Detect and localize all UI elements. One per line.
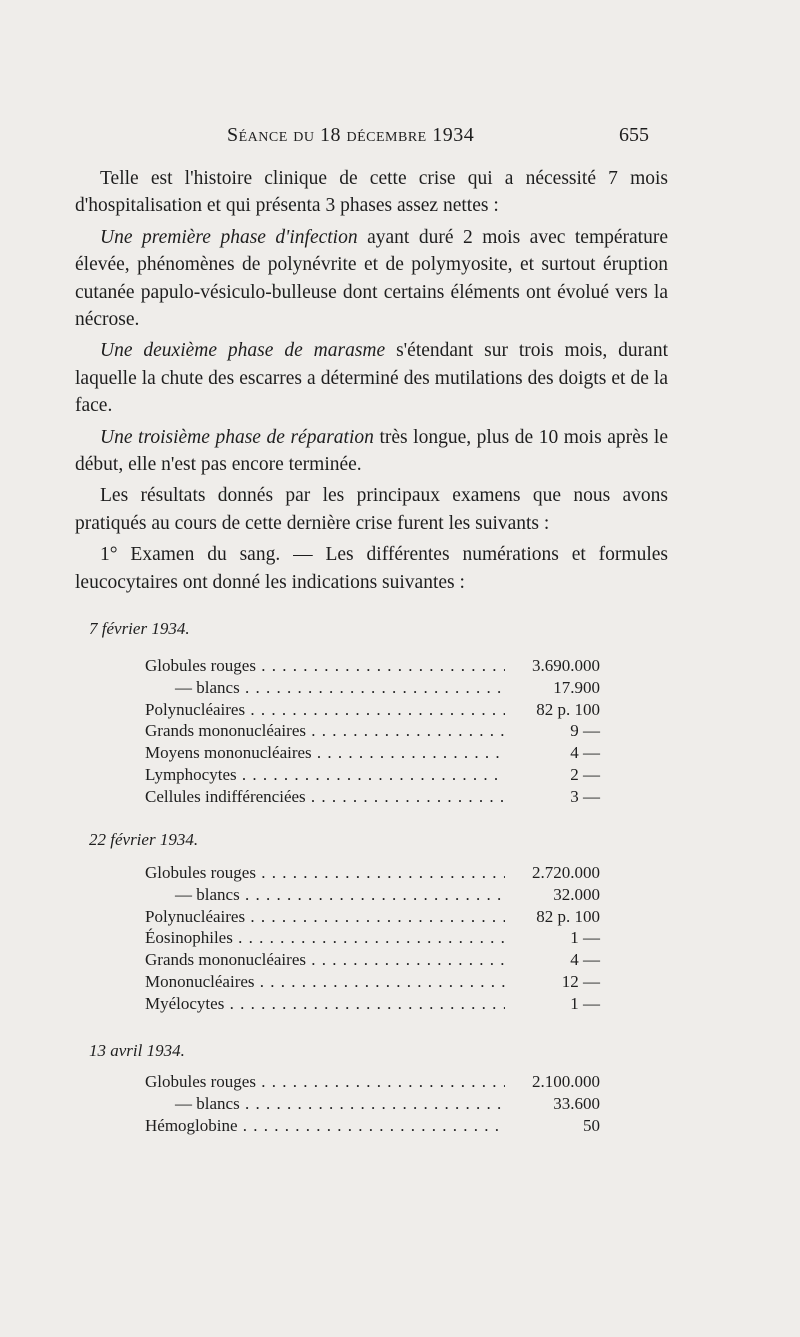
row-label: — blancs bbox=[145, 885, 240, 904]
row-label: Hémoglobine bbox=[145, 1115, 238, 1135]
exam-table bbox=[145, 862, 600, 1015]
row-label: Globules rouges bbox=[145, 656, 256, 675]
table-row bbox=[145, 1093, 600, 1115]
table-row bbox=[145, 1071, 600, 1093]
row-label: Polynucléaires bbox=[145, 699, 246, 719]
paragraph-phase-2 bbox=[75, 337, 668, 419]
row-value: 12 — bbox=[561, 971, 600, 991]
row-value: 4 — bbox=[570, 950, 600, 970]
table-row bbox=[145, 677, 600, 699]
row-label: Mononucléaires bbox=[145, 971, 255, 991]
row-value: 50 bbox=[583, 1115, 600, 1135]
table-row bbox=[145, 699, 600, 721]
body-text bbox=[75, 165, 668, 596]
table-row bbox=[145, 655, 600, 677]
exam-table bbox=[145, 655, 600, 808]
row-value: 33.600 bbox=[553, 1093, 600, 1113]
row-value: 17.900 bbox=[553, 677, 600, 697]
header-title: Séance du 18 décembre 1934 bbox=[227, 124, 475, 146]
row-label: Myélocytes bbox=[145, 993, 225, 1013]
row-label: Moyens mononucléaires bbox=[145, 743, 312, 763]
phase-3-text: très longue, plus de 10 mois après le début, elle n'est pas encore terminée. bbox=[75, 426, 669, 476]
row-value: 1 — bbox=[570, 928, 600, 948]
row-label: Polynucléaires bbox=[145, 906, 246, 926]
row-label: Éosinophiles bbox=[145, 928, 233, 948]
exam-date: 22 février 1934. bbox=[89, 830, 199, 849]
phase-2-title: Une deuxième phase de marasme bbox=[100, 340, 386, 362]
row-value: 2.100.000 bbox=[532, 1072, 600, 1091]
row-value: 82 p. 100 bbox=[536, 699, 600, 719]
phase-2-text: s'étendant sur trois mois, durant laquelle la chute des escarres a déterminé des mutilations des doigts et de la face. bbox=[75, 340, 668, 417]
table-row bbox=[145, 906, 600, 928]
table-row bbox=[145, 949, 600, 971]
row-value: 4 — bbox=[570, 743, 600, 763]
row-value: 2.720.000 bbox=[532, 863, 600, 882]
running-header bbox=[0, 124, 800, 154]
row-label: Cellules indifférenciées bbox=[145, 786, 306, 806]
row-value: 2 — bbox=[570, 764, 600, 784]
row-label: — blancs bbox=[145, 678, 240, 697]
table-row bbox=[145, 993, 600, 1015]
table-row bbox=[145, 862, 600, 884]
table-row bbox=[145, 742, 600, 764]
paragraph-results: Les résultats donnés par les principaux examens que nous avons pratiqués au cours de cette dernière crise furent les suivants : bbox=[75, 485, 668, 534]
paragraph-intro: Telle est l'histoire clinique de cette crise qui a nécessité 7 mois d'hospitalisation et qui présenta 3 phases assez nettes : bbox=[75, 168, 668, 217]
phase-1-title: Une première phase d'infection bbox=[100, 226, 358, 248]
row-label: Lymphocytes bbox=[145, 764, 237, 784]
row-value: 32.000 bbox=[553, 884, 600, 904]
row-label: Grands mononucléaires bbox=[145, 950, 306, 970]
table-row bbox=[145, 971, 600, 993]
phase-1-text: ayant duré 2 mois avec température élevée, phénomènes de polynévrite et de polymyosite, et surtout éruption cutanée papulo-vésiculo-bulleuse dont certains éléments ont évolué vers la nécrose. bbox=[75, 226, 668, 331]
table-row bbox=[145, 1115, 600, 1137]
row-value: 9 — bbox=[570, 721, 600, 741]
paragraph-phase-1 bbox=[75, 224, 668, 334]
row-label: — blancs bbox=[145, 1094, 240, 1113]
row-label: Grands mononucléaires bbox=[145, 721, 306, 741]
table-row bbox=[145, 927, 600, 949]
exam-table bbox=[145, 1071, 600, 1136]
row-value: 3.690.000 bbox=[532, 656, 600, 675]
row-value: 3 — bbox=[570, 786, 600, 806]
page-number: 655 bbox=[619, 124, 649, 146]
exam-date: 7 février 1934. bbox=[89, 619, 190, 638]
table-row bbox=[145, 884, 600, 906]
table-row bbox=[145, 764, 600, 786]
paragraph-blood-exam: 1° Examen du sang. — Les différentes numérations et formules leucocytaires ont donné les indications suivantes : bbox=[75, 544, 668, 593]
row-value: 1 — bbox=[570, 993, 600, 1013]
phase-3-title: Une troisième phase de réparation bbox=[100, 426, 374, 448]
exam-date: 13 avril 1934. bbox=[89, 1041, 185, 1060]
row-label: Globules rouges bbox=[145, 863, 256, 882]
row-label: Globules rouges bbox=[145, 1072, 256, 1091]
table-row bbox=[145, 720, 600, 742]
row-value: 82 p. 100 bbox=[536, 906, 600, 926]
table-row bbox=[145, 786, 600, 808]
paragraph-phase-3 bbox=[75, 424, 668, 479]
